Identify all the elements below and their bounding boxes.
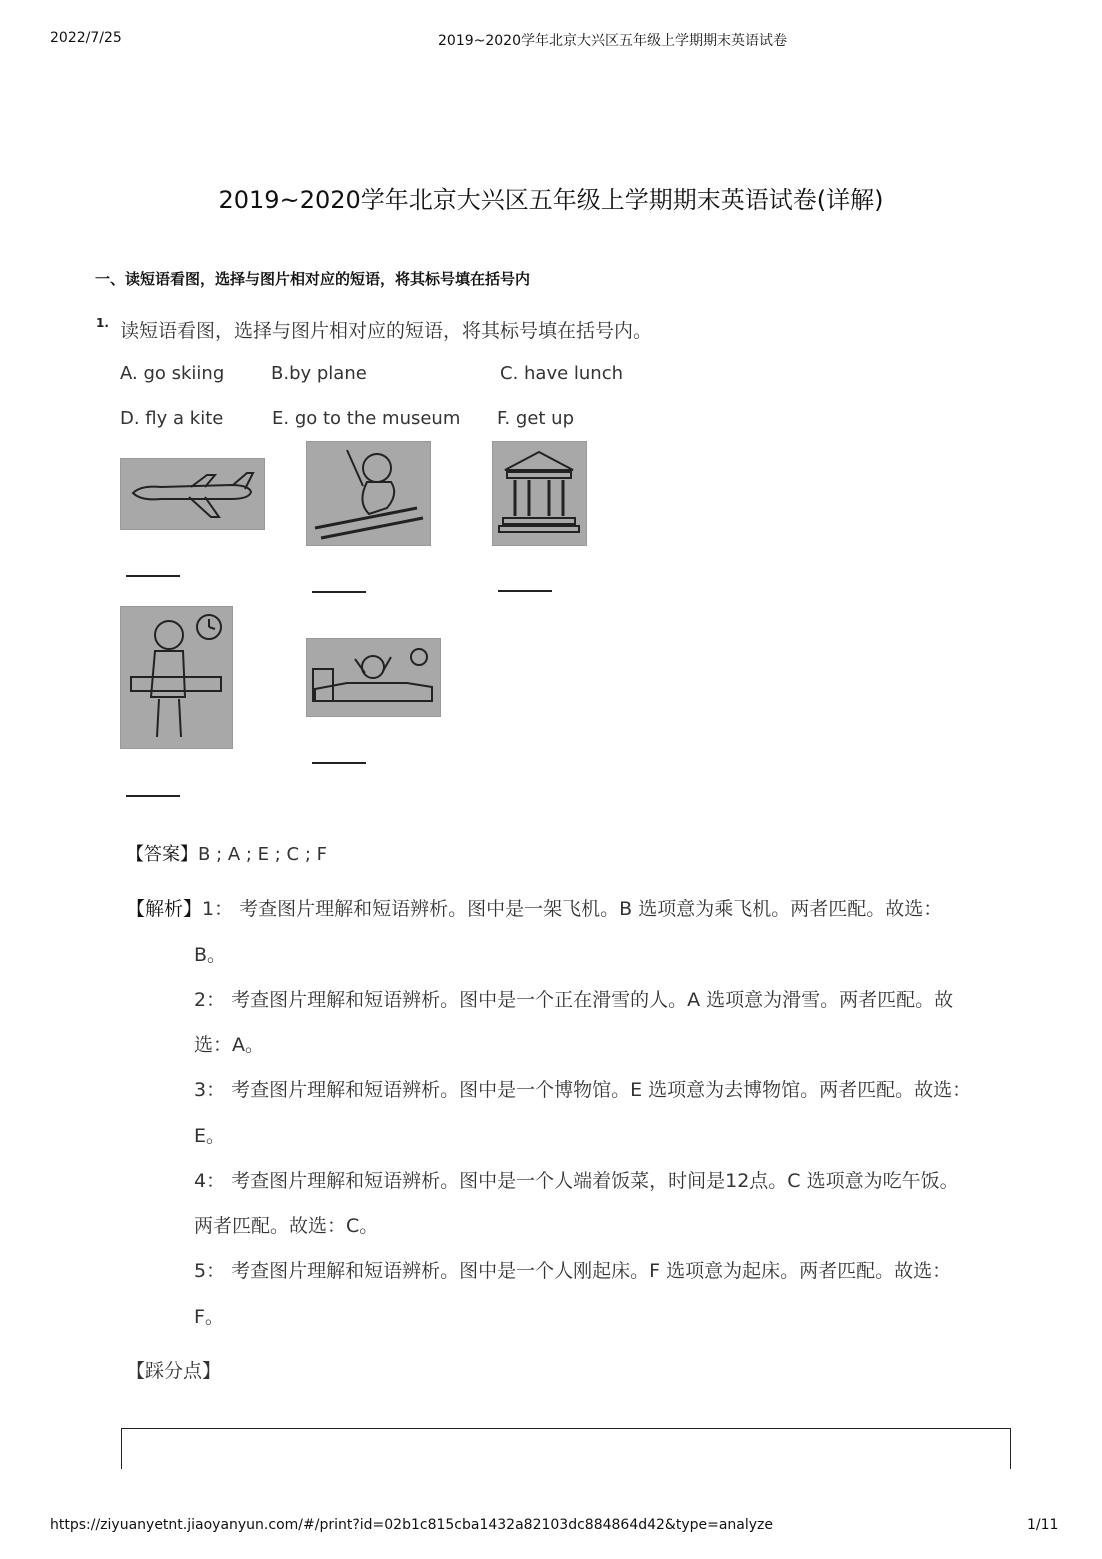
section-heading: 一、读短语看图，选择与图片相对应的短语，将其标号填在括号内 [95, 270, 531, 288]
page-title: 2019~2020学年北京大兴区五年级上学期期末英语试卷(详解) [218, 186, 884, 214]
print-doc-title: 2019~2020学年北京大兴区五年级上学期期末英语试卷 [438, 33, 787, 49]
answer-blank-5 [312, 762, 366, 764]
explanation-line: E。 [194, 1125, 226, 1147]
explanation-line-1 [126, 894, 942, 921]
answer-blank-3 [498, 590, 552, 592]
option-b: B.by plane [271, 363, 367, 384]
answer-value: B ; A ; E ; C ; F [198, 844, 327, 865]
option-c: C. have lunch [500, 363, 624, 384]
explanation-line: 4： 考查图片理解和短语辨析。图中是一个人端着饭菜，时间是12点。C 选项意为吃午饭。 [194, 1170, 959, 1192]
airplane-picture [120, 458, 265, 530]
airplane-icon [121, 459, 264, 529]
explanation-text: 1： 考查图片理解和短语辨析。图中是一架飞机。B 选项意为乘飞机。两者匹配。故选： [202, 898, 943, 920]
museum-picture [492, 441, 587, 546]
skier-picture [306, 441, 431, 546]
lunch-tray-picture [120, 606, 233, 749]
waking-up-icon [307, 639, 440, 716]
option-f: F. get up [497, 408, 575, 429]
option-e: E. go to the museum [272, 408, 461, 429]
explanation-line: 选：A。 [194, 1034, 264, 1056]
points-box [121, 1428, 1011, 1469]
answer-blank-1 [126, 575, 180, 577]
lunch-tray-icon [121, 607, 232, 748]
explanation-line: 5： 考查图片理解和短语辨析。图中是一个人刚起床。F 选项意为起床。两者匹配。故选： [194, 1260, 952, 1282]
print-date: 2022/7/25 [50, 30, 122, 46]
option-d: D. fly a kite [120, 408, 224, 429]
page-number: 1/11 [1027, 1517, 1059, 1533]
answer-blank-2 [312, 591, 366, 593]
skier-icon [307, 442, 430, 545]
explanation-line: B。 [194, 944, 227, 966]
question-number: 1. [96, 316, 109, 330]
answer-label: 【答案】 [126, 844, 198, 865]
question-prompt: 读短语看图，选择与图片相对应的短语，将其标号填在括号内。 [120, 320, 653, 342]
answer-blank-4 [126, 795, 180, 797]
explanation-line: 两者匹配。故选：C。 [194, 1215, 379, 1237]
explanation-line: 3： 考查图片理解和短语辨析。图中是一个博物馆。E 选项意为去博物馆。两者匹配。故选： [194, 1079, 972, 1101]
option-a: A. go skiing [120, 363, 225, 384]
points-label: 【踩分点】 [126, 1360, 222, 1382]
explanation-label: 【解析】 [126, 898, 203, 920]
footer-url[interactable]: https://ziyuanyetnt.jiaoyanyun.com/#/print?id=02b1c815cba1432a82103dc884864d42&type=analyze [50, 1517, 774, 1533]
explanation-line: F。 [194, 1306, 224, 1328]
museum-icon [493, 442, 586, 545]
waking-up-picture [306, 638, 441, 717]
explanation-line: 2： 考查图片理解和短语辨析。图中是一个正在滑雪的人。A 选项意为滑雪。两者匹配。故 [194, 989, 954, 1011]
answer-line [126, 840, 327, 866]
